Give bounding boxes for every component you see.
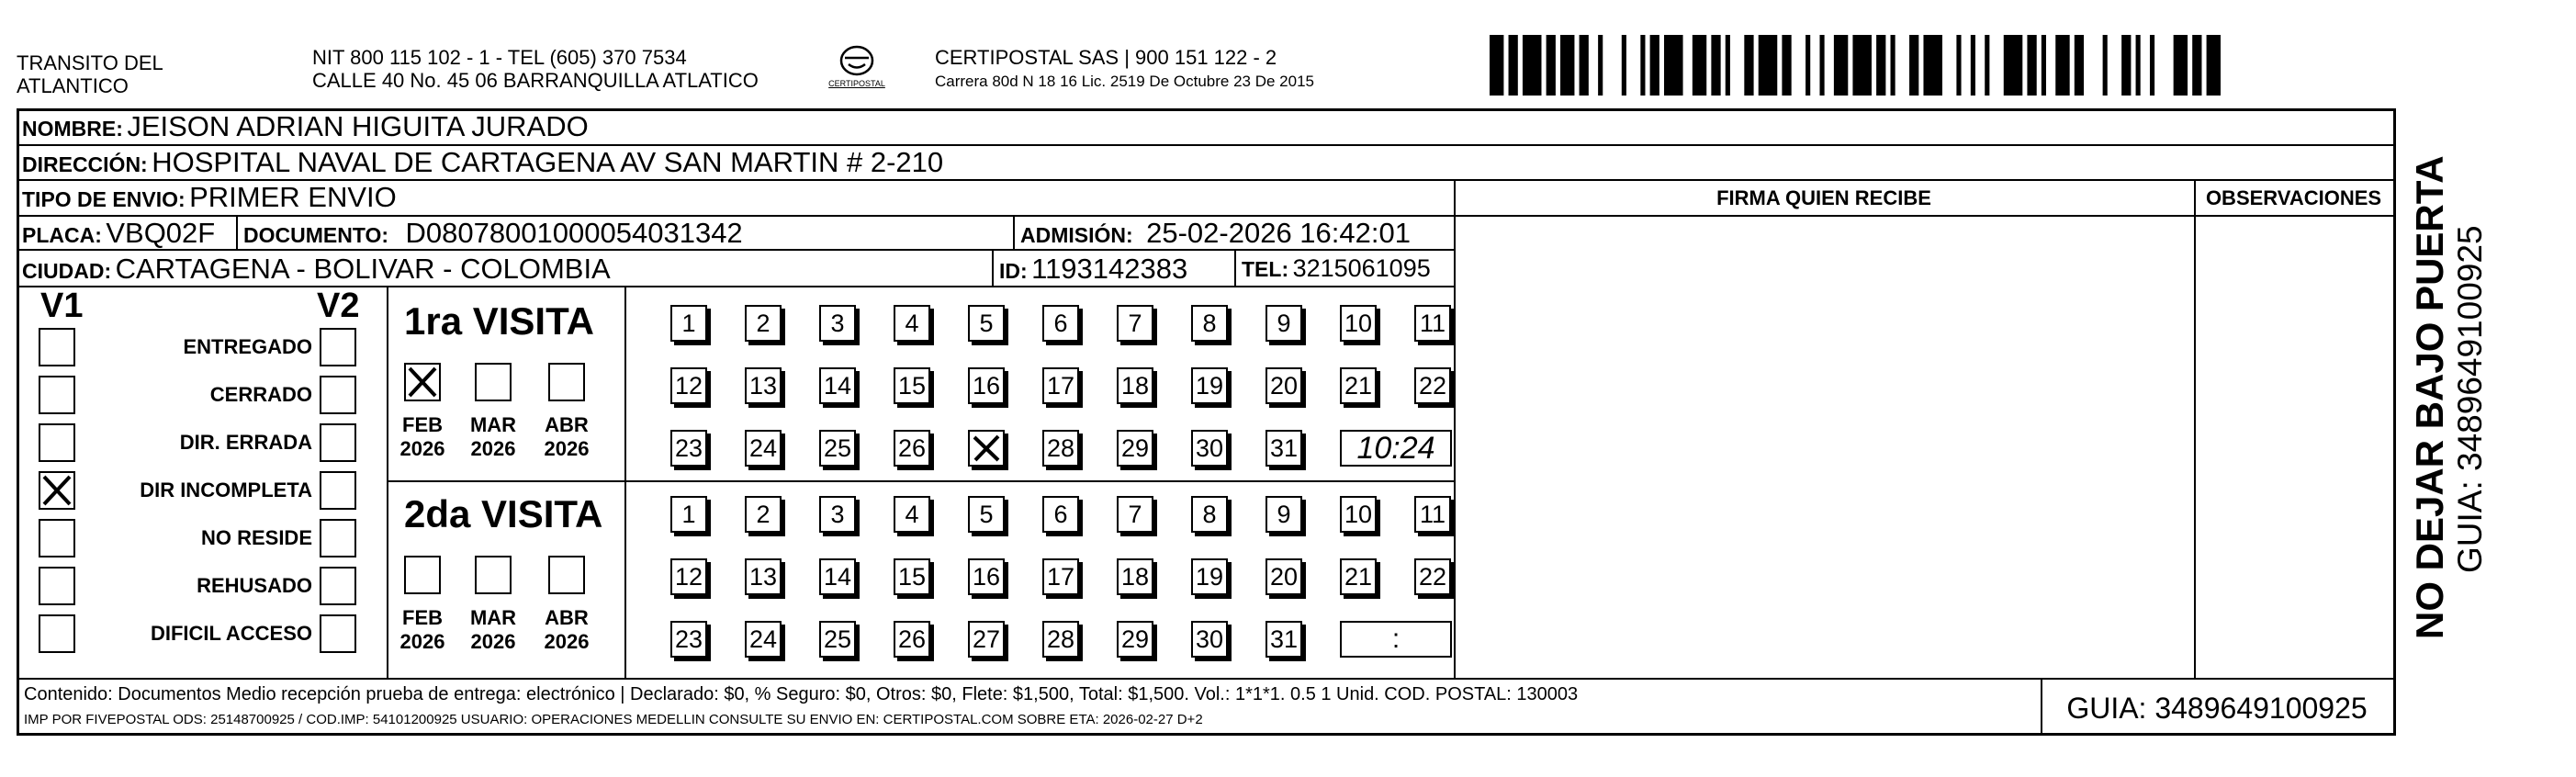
month-checkbox[interactable] bbox=[404, 363, 441, 401]
side-guia-text: GUIA: 3489649100925 bbox=[2451, 225, 2489, 573]
first-visit-day[interactable]: 13 bbox=[745, 367, 782, 404]
v1-checkbox[interactable] bbox=[39, 567, 75, 605]
first-visit-day[interactable]: 12 bbox=[670, 367, 707, 404]
first-visit-day[interactable]: 8 bbox=[1191, 305, 1228, 342]
first-visit-title: 1ra VISITA bbox=[404, 299, 594, 343]
month-name: ABR bbox=[545, 413, 589, 436]
month-checkbox[interactable] bbox=[548, 556, 585, 594]
documento-label: DOCUMENTO: bbox=[243, 223, 389, 247]
status-label: DIR. ERRADA bbox=[179, 431, 312, 454]
nombre-label: NOMBRE: bbox=[22, 117, 123, 141]
month-year: 2026 bbox=[399, 437, 445, 460]
first-visit-day[interactable]: 20 bbox=[1266, 367, 1302, 404]
first-visit-day[interactable]: 15 bbox=[894, 367, 930, 404]
first-visit-day[interactable]: 26 bbox=[894, 430, 930, 467]
admision-label: ADMISIÓN: bbox=[1020, 223, 1133, 247]
month-year: 2026 bbox=[470, 630, 516, 653]
v1-checkbox[interactable] bbox=[39, 376, 75, 414]
month-label bbox=[534, 413, 599, 461]
second-visit-day[interactable]: 26 bbox=[894, 621, 930, 658]
status-label: ENTREGADO bbox=[183, 335, 312, 358]
second-visit-day[interactable]: 23 bbox=[670, 621, 707, 658]
v2-checkbox[interactable] bbox=[320, 567, 356, 605]
firma-column-header: FIRMA QUIEN RECIBE bbox=[1716, 186, 1931, 209]
nit-line: NIT 800 115 102 - 1 - TEL (605) 370 7534 bbox=[312, 46, 687, 69]
company-name: TRANSITO DEL ATLANTICO bbox=[17, 51, 163, 97]
first-visit-day[interactable]: 28 bbox=[1042, 430, 1079, 467]
v1-checkbox[interactable] bbox=[39, 614, 75, 653]
first-visit-day[interactable]: 10 bbox=[1340, 305, 1377, 342]
ciudad-cell bbox=[22, 253, 611, 289]
second-visit-title: 2da VISITA bbox=[404, 492, 603, 535]
first-visit-day[interactable]: 29 bbox=[1117, 430, 1153, 467]
second-visit-day[interactable]: 8 bbox=[1191, 496, 1228, 533]
second-visit-day[interactable]: 4 bbox=[894, 496, 930, 533]
footer-content-line: Contenido: Documentos Medio recepción prueba de entrega: electrónico | Declarado: $0, % Seguro: $0, Otros: $0, Flete: $1,500, Total: $1,500. Vol.: 1*1*1. 0.5 1 Unid. COD. POSTAL: 130003 bbox=[24, 684, 1579, 704]
status-label: REHUSADO bbox=[197, 574, 312, 597]
v1-checkbox[interactable] bbox=[39, 471, 75, 510]
v2-checkbox[interactable] bbox=[320, 471, 356, 510]
direccion-value: HOSPITAL NAVAL DE CARTAGENA AV SAN MARTIN # 2-210 bbox=[152, 146, 944, 178]
status-label: DIR INCOMPLETA bbox=[140, 479, 312, 501]
first-visit-day[interactable]: 7 bbox=[1117, 305, 1153, 342]
carrier-line: CERTIPOSTAL SAS | 900 151 122 - 2 bbox=[935, 46, 1277, 69]
first-visit-day[interactable]: 31 bbox=[1266, 430, 1302, 467]
second-visit-day[interactable]: 27 bbox=[968, 621, 1005, 658]
month-label bbox=[461, 413, 525, 461]
second-visit-day[interactable]: 30 bbox=[1191, 621, 1228, 658]
first-visit-day[interactable]: 21 bbox=[1340, 367, 1377, 404]
month-label bbox=[461, 606, 525, 654]
second-visit-day[interactable]: 19 bbox=[1191, 558, 1228, 595]
second-visit-day[interactable]: 29 bbox=[1117, 621, 1153, 658]
logo-text: CERTIPOSTAL bbox=[828, 79, 885, 88]
tel-label: TEL: bbox=[1242, 257, 1289, 281]
second-visit-day[interactable]: 25 bbox=[819, 621, 856, 658]
second-visit-day[interactable]: 12 bbox=[670, 558, 707, 595]
month-label bbox=[390, 413, 455, 461]
second-visit-day[interactable]: 6 bbox=[1042, 496, 1079, 533]
second-visit-day[interactable]: 10 bbox=[1340, 496, 1377, 533]
second-visit-day[interactable]: 21 bbox=[1340, 558, 1377, 595]
tipo-value: PRIMER ENVIO bbox=[189, 181, 397, 213]
first-visit-day[interactable]: 17 bbox=[1042, 367, 1079, 404]
first-visit-day[interactable]: 22 bbox=[1414, 367, 1451, 404]
id-cell bbox=[999, 253, 1187, 289]
month-year: 2026 bbox=[544, 630, 590, 653]
second-visit-day[interactable]: 5 bbox=[968, 496, 1005, 533]
second-visit-day[interactable]: 9 bbox=[1266, 496, 1302, 533]
first-visit-day[interactable]: 1 bbox=[670, 305, 707, 342]
v2-checkbox[interactable] bbox=[320, 328, 356, 366]
v2-checkbox[interactable] bbox=[320, 376, 356, 414]
month-name: MAR bbox=[469, 413, 517, 436]
second-visit-day[interactable]: 13 bbox=[745, 558, 782, 595]
first-visit-day[interactable]: 9 bbox=[1266, 305, 1302, 342]
month-name: MAR bbox=[469, 606, 517, 629]
check-x-icon bbox=[406, 365, 439, 400]
second-visit-day[interactable]: 22 bbox=[1414, 558, 1451, 595]
direccion-row bbox=[22, 147, 943, 183]
carrier-address: Carrera 80d N 18 16 Lic. 2519 De Octubre 23 De 2015 bbox=[935, 73, 1314, 90]
v1-label: V1 bbox=[40, 287, 84, 325]
month-label bbox=[534, 606, 599, 654]
first-visit-day[interactable]: 24 bbox=[745, 430, 782, 467]
first-visit-day[interactable]: 4 bbox=[894, 305, 930, 342]
ciudad-value: CARTAGENA - BOLIVAR - COLOMBIA bbox=[115, 253, 611, 285]
second-visit-day[interactable]: 31 bbox=[1266, 621, 1302, 658]
month-checkbox[interactable] bbox=[475, 363, 512, 401]
month-checkbox[interactable] bbox=[548, 363, 585, 401]
observaciones-column-header: OBSERVACIONES bbox=[2205, 186, 2382, 209]
month-label bbox=[390, 606, 455, 654]
second-visit-day[interactable]: 28 bbox=[1042, 621, 1079, 658]
v1-checkbox[interactable] bbox=[39, 519, 75, 557]
first-visit-time[interactable]: 10:24 bbox=[1340, 430, 1452, 467]
first-visit-day[interactable]: 23 bbox=[670, 430, 707, 467]
logo-icon bbox=[816, 40, 898, 99]
month-year: 2026 bbox=[399, 630, 445, 653]
v2-checkbox[interactable] bbox=[320, 519, 356, 557]
second-visit-time[interactable]: : bbox=[1340, 621, 1452, 658]
month-name: ABR bbox=[545, 606, 589, 629]
placa-label: PLACA: bbox=[22, 223, 102, 247]
first-visit-day[interactable]: 18 bbox=[1117, 367, 1153, 404]
barcode bbox=[1490, 35, 2221, 96]
address-line: CALLE 40 No. 45 06 BARRANQUILLA ATLATICO bbox=[312, 69, 759, 92]
placa-value: VBQ02F bbox=[106, 217, 216, 249]
tipo-row bbox=[22, 182, 397, 218]
first-visit-day[interactable]: 19 bbox=[1191, 367, 1228, 404]
id-value: 1193142383 bbox=[1031, 253, 1188, 285]
nombre-row bbox=[22, 111, 589, 147]
first-visit-day[interactable]: 3 bbox=[819, 305, 856, 342]
certipostal-logo bbox=[816, 40, 898, 99]
side-warning-text: NO DEJAR BAJO PUERTA bbox=[2408, 155, 2451, 639]
month-year: 2026 bbox=[470, 437, 516, 460]
second-visit-day[interactable]: 3 bbox=[819, 496, 856, 533]
documento-cell bbox=[243, 218, 743, 253]
first-visit-day[interactable]: 16 bbox=[968, 367, 1005, 404]
first-visit-day[interactable]: 14 bbox=[819, 367, 856, 404]
first-visit-day[interactable] bbox=[968, 430, 1005, 467]
second-visit-day[interactable]: 2 bbox=[745, 496, 782, 533]
barcode-icon bbox=[1490, 35, 2221, 96]
first-visit-day[interactable]: 11 bbox=[1414, 305, 1451, 342]
day-x-icon bbox=[970, 432, 1003, 465]
id-label: ID: bbox=[999, 259, 1028, 283]
second-visit-day[interactable]: 1 bbox=[670, 496, 707, 533]
month-name: FEB bbox=[402, 413, 443, 436]
month-checkbox[interactable] bbox=[404, 556, 441, 594]
admision-value: 25-02-2026 16:42:01 bbox=[1146, 217, 1411, 249]
check-x-icon bbox=[40, 473, 73, 508]
admision-cell bbox=[1020, 218, 1411, 253]
v2-checkbox[interactable] bbox=[320, 423, 356, 462]
month-checkbox[interactable] bbox=[475, 556, 512, 594]
direccion-label: DIRECCIÓN: bbox=[22, 152, 148, 176]
month-name: FEB bbox=[402, 606, 443, 629]
documento-value: D08078001000054031342 bbox=[405, 217, 743, 249]
tipo-label: TIPO DE ENVIO: bbox=[22, 187, 186, 211]
ciudad-label: CIUDAD: bbox=[22, 259, 112, 283]
second-visit-day[interactable]: 16 bbox=[968, 558, 1005, 595]
placa-cell bbox=[22, 218, 215, 253]
first-visit-day[interactable]: 30 bbox=[1191, 430, 1228, 467]
tel-cell bbox=[1242, 253, 1431, 287]
nombre-value: JEISON ADRIAN HIGUITA JURADO bbox=[127, 110, 589, 142]
second-visit-day[interactable]: 14 bbox=[819, 558, 856, 595]
second-visit-day[interactable]: 11 bbox=[1414, 496, 1451, 533]
first-visit-day[interactable]: 25 bbox=[819, 430, 856, 467]
status-label: DIFICIL ACCESO bbox=[150, 622, 312, 645]
second-visit-day[interactable]: 18 bbox=[1117, 558, 1153, 595]
footer-guia: GUIA: 3489649100925 bbox=[2066, 692, 2368, 725]
v1-checkbox[interactable] bbox=[39, 328, 75, 366]
month-year: 2026 bbox=[544, 437, 590, 460]
first-visit-day[interactable]: 6 bbox=[1042, 305, 1079, 342]
tel-value: 3215061095 bbox=[1292, 254, 1431, 282]
second-visit-day[interactable]: 24 bbox=[745, 621, 782, 658]
first-visit-day[interactable]: 5 bbox=[968, 305, 1005, 342]
status-label: NO RESIDE bbox=[200, 526, 312, 549]
second-visit-day[interactable]: 7 bbox=[1117, 496, 1153, 533]
footer-print-line: IMP POR FIVEPOSTAL ODS: 25148700925 / COD.IMP: 54101200925 USUARIO: OPERACIONES MEDELLIN CONSULTE SU ENVIO EN: CERTIPOSTAL.COM SOBRE ETA: 2026-02-27 D+2 bbox=[24, 712, 1203, 727]
second-visit-day[interactable]: 15 bbox=[894, 558, 930, 595]
first-visit-day[interactable]: 2 bbox=[745, 305, 782, 342]
v2-checkbox[interactable] bbox=[320, 614, 356, 653]
status-label: CERRADO bbox=[209, 383, 312, 406]
v2-label: V2 bbox=[317, 287, 360, 325]
second-visit-day[interactable]: 20 bbox=[1266, 558, 1302, 595]
second-visit-day[interactable]: 17 bbox=[1042, 558, 1079, 595]
v1-checkbox[interactable] bbox=[39, 423, 75, 462]
